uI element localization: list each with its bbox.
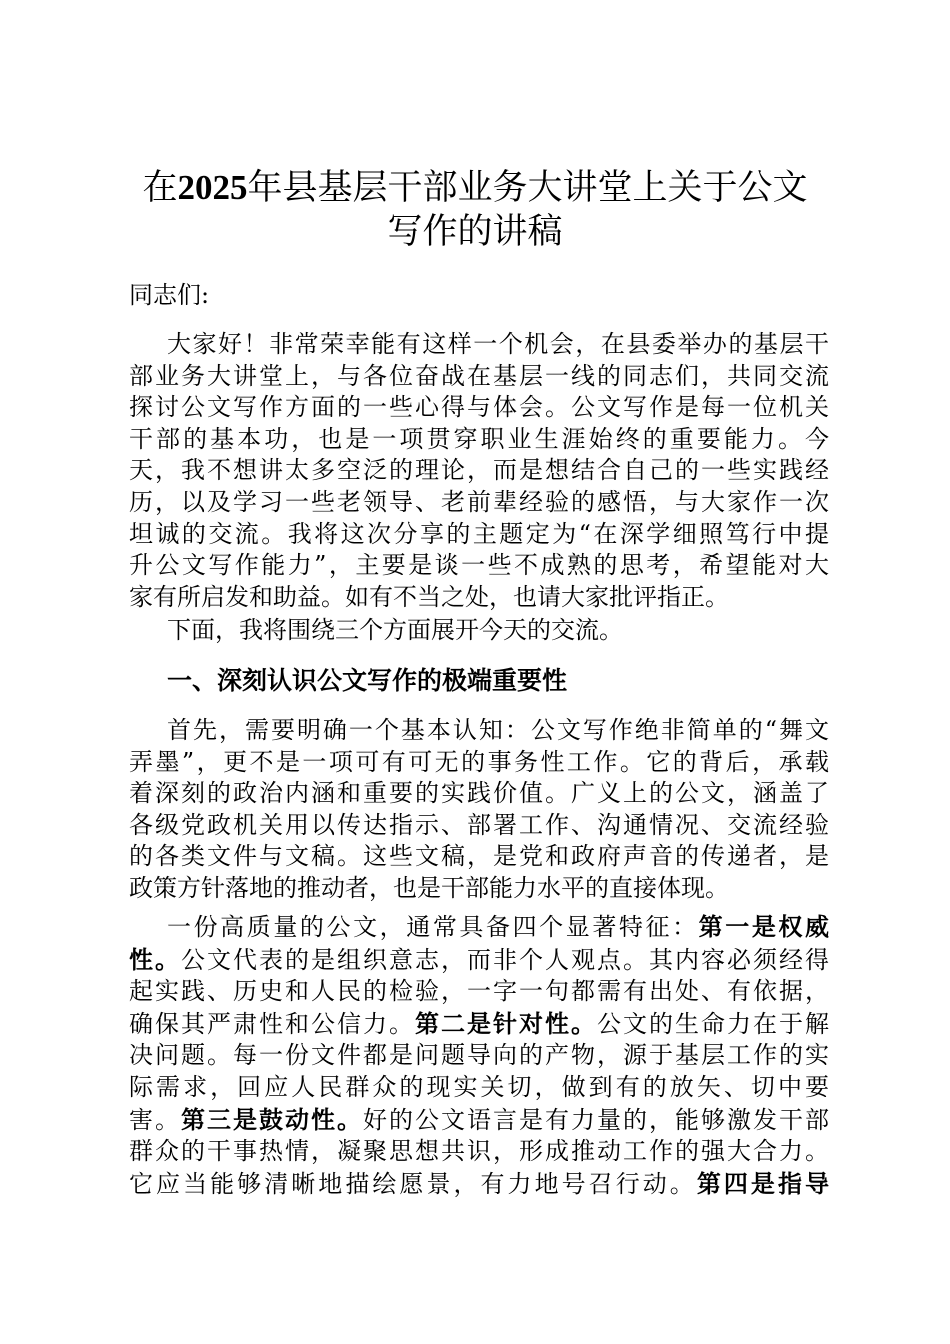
- section1-p2-line: 起实践、历史和人民的检验，一字一句都需有出处、有依据，: [129, 977, 829, 1006]
- section1-paragraph-2: [129, 911, 829, 1200]
- salutation: 同志们:: [129, 281, 210, 309]
- section1-p1-line: 的各类文件与文稿。这些文稿，是党和政府声音的传递者，是: [129, 842, 829, 871]
- p2-text: 害。: [129, 1105, 181, 1134]
- p2-text: 公文代表的是组织意志，而非个人观点。其内容必须经得: [181, 945, 829, 974]
- title-year: 2025: [177, 168, 248, 207]
- section1-p2-line: [129, 1008, 829, 1041]
- p2-text: 一份高质量的公文，通常具备四个显著特征：: [167, 913, 699, 941]
- section1-p1-line: 政策方针落地的推动者，也是干部能力水平的直接体现。: [129, 873, 729, 902]
- section1-p2-line: 决问题。每一份文件都是问题导向的产物，源于基层工作的实: [129, 1041, 829, 1070]
- section1-paragraph-1: [129, 715, 829, 905]
- section1-p1-line: 弄墨”，更不是一项可有可无的事务性工作。它的背后，承载: [129, 747, 829, 776]
- intro-line: 家有所启发和助益。如有不当之处，也请大家批评指正。: [129, 582, 729, 611]
- section1-p2-line: 群众的干事热情，凝聚思想共识，形成推动工作的强大合力。: [129, 1137, 829, 1166]
- intro-line: 历，以及学习一些老领导、老前辈经验的感悟，与大家作一次: [129, 487, 829, 516]
- title-prefix: 在: [142, 168, 178, 208]
- section1-p2-line: [129, 944, 829, 977]
- intro-line: 大家好！非常荣幸能有这样一个机会，在县委举办的基层干: [167, 330, 829, 358]
- title-line1-rest: 年县基层干部业务大讲堂上关于公文: [247, 168, 808, 208]
- page-title: [120, 166, 830, 254]
- p2-bold: 第四是指导: [696, 1168, 830, 1198]
- p2-text: 它应当能够清晰地描绘愿景，有力地号召行动。: [129, 1169, 697, 1198]
- p2-bold: 性。: [129, 944, 181, 974]
- section1-p1-line: 首先，需要明确一个基本认知：公文写作绝非简单的“舞文: [167, 716, 829, 744]
- section1-p2-line: 际需求，回应人民群众的现实关切，做到有的放矢、切中要: [129, 1072, 829, 1101]
- section1-p1-line: 各级党政机关用以传达指示、部署工作、沟通情况、交流经验: [129, 810, 829, 839]
- p2-text: 确保其严肃性和公信力。: [129, 1009, 415, 1038]
- transition-line: 下面，我将围绕三个方面展开今天的交流。: [167, 616, 623, 644]
- p2-text: 公文的生命力在于解: [597, 1009, 829, 1038]
- intro-paragraph: [129, 329, 829, 613]
- intro-line: 干部的基本功，也是一项贯穿职业生涯始终的重要能力。今: [129, 424, 829, 453]
- section-heading: 一、深刻认识公文写作的极端重要性: [167, 666, 568, 695]
- section1-p1-line: 着深刻的政治内涵和重要的实践价值。广义上的公文，涵盖了: [129, 779, 829, 808]
- title-line-2: 写作的讲稿: [387, 212, 563, 252]
- intro-line: 探讨公文写作方面的一些心得与体会。公文写作是每一位机关: [129, 393, 829, 422]
- intro-line: 天，我不想讲太多空泛的理论，而是想结合自己的一些实践经: [129, 456, 829, 485]
- title-line-1: [120, 166, 830, 210]
- intro-line: 坦诚的交流。我将这次分享的主题定为“在深学细照笃行中提: [129, 519, 829, 548]
- intro-line: 升公文写作能力”，主要是谈一些不成熟的思考，希望能对大: [129, 551, 829, 580]
- p2-bold: 第三是鼓动性。: [181, 1104, 363, 1134]
- p2-bold: 第二是针对性。: [415, 1008, 597, 1038]
- p2-bold: 第一是权威: [698, 912, 830, 941]
- transition-paragraph: [129, 615, 829, 647]
- intro-line: 部业务大讲堂上，与各位奋战在基层一线的同志们，共同交流: [129, 361, 829, 390]
- section1-p2-line: [129, 1168, 829, 1201]
- p2-text: 好的公文语言是有力量的，能够激发干部: [363, 1105, 829, 1134]
- section1-p2-line: [129, 911, 829, 944]
- section1-p2-line: [129, 1104, 829, 1137]
